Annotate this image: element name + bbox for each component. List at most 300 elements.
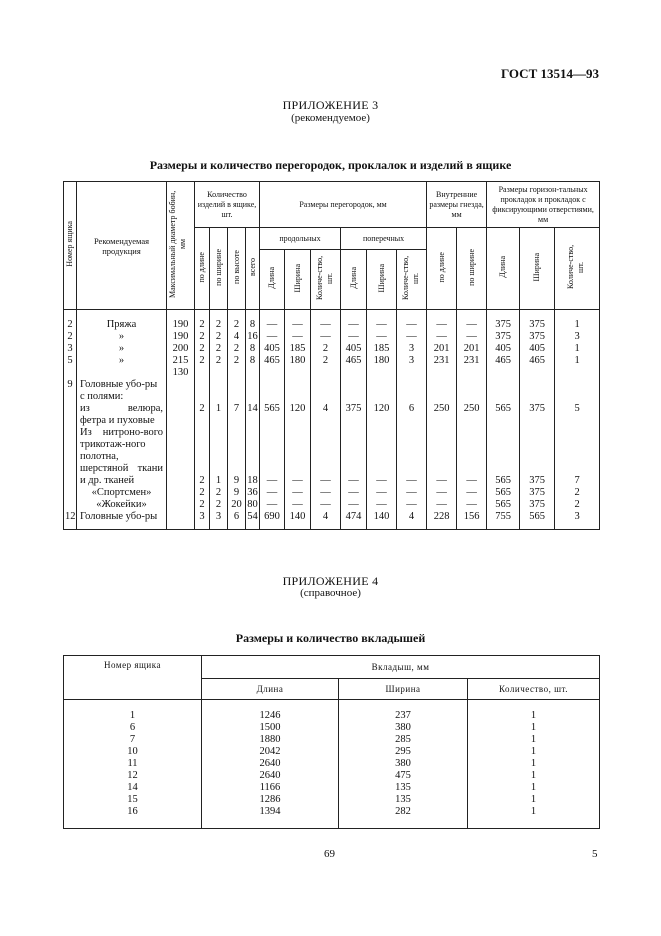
table-cell xyxy=(260,367,285,379)
table-cell xyxy=(311,367,341,379)
table-cell: 6 xyxy=(228,511,246,530)
table-cell: 190 xyxy=(167,331,195,343)
table-cell: 2 xyxy=(555,499,600,511)
table-cell: 54 xyxy=(246,511,260,530)
table-cell: — xyxy=(341,310,367,332)
table-cell xyxy=(427,379,457,403)
table-cell: 130 xyxy=(167,367,195,379)
table-row xyxy=(64,367,600,379)
table-cell: 3 xyxy=(555,331,600,343)
table-cell: 405 xyxy=(487,343,520,355)
table-cell: 3 xyxy=(397,343,427,355)
header-long-length: Длина xyxy=(260,250,285,310)
table-cell xyxy=(427,415,457,427)
table-cell: 9 xyxy=(228,487,246,499)
table-cell: 1 xyxy=(555,310,600,332)
table-cell: 3 xyxy=(195,511,210,530)
appendix3-title: ПРИЛОЖЕНИЕ 3 xyxy=(282,98,379,112)
table-cell xyxy=(285,379,311,403)
table-row xyxy=(64,806,600,829)
table-cell: 690 xyxy=(260,511,285,530)
table-cell: 1286 xyxy=(202,794,339,806)
table-cell: 375 xyxy=(341,403,367,415)
table-cell xyxy=(397,427,427,475)
table-cell xyxy=(555,367,600,379)
table-cell: 12 xyxy=(64,511,77,530)
table-cell: 7 xyxy=(555,475,600,487)
table-cell: 565 xyxy=(487,403,520,415)
table-cell xyxy=(311,415,341,427)
table-cell: 228 xyxy=(427,511,457,530)
table-cell xyxy=(246,415,260,427)
table-cell: 375 xyxy=(520,331,555,343)
table-row xyxy=(64,734,600,746)
table-cell: 1 xyxy=(468,746,600,758)
table-row xyxy=(64,722,600,734)
table-cell: 1 xyxy=(468,758,600,770)
table-cell: — xyxy=(427,310,457,332)
table-cell: 2 xyxy=(195,355,210,367)
table-cell: 474 xyxy=(341,511,367,530)
table-cell xyxy=(367,379,397,403)
table-cell: 4 xyxy=(228,331,246,343)
table-cell xyxy=(555,427,600,475)
partitions-table xyxy=(63,181,600,530)
header-inserts: Вкладыш, мм xyxy=(202,656,600,679)
table-cell: 2 xyxy=(555,487,600,499)
table-cell xyxy=(167,487,195,499)
table-cell xyxy=(246,379,260,403)
table-cell: — xyxy=(285,310,311,332)
table-cell: 3 xyxy=(555,511,600,530)
product-cell: из велюра, xyxy=(77,403,167,415)
table-cell: 1 xyxy=(64,700,202,723)
table-cell: 9 xyxy=(64,379,77,403)
table-cell: — xyxy=(341,331,367,343)
table-cell: — xyxy=(260,331,285,343)
table-cell xyxy=(311,427,341,475)
table-cell: 2640 xyxy=(202,758,339,770)
table-cell: 3 xyxy=(210,511,228,530)
table-cell: — xyxy=(397,487,427,499)
page-number-center: 69 xyxy=(324,848,335,860)
appendix4-title: ПРИЛОЖЕНИЕ 4 xyxy=(282,574,379,588)
table-row xyxy=(64,770,600,782)
table-cell: 7 xyxy=(64,734,202,746)
table-cell: — xyxy=(260,475,285,487)
table-cell: 3 xyxy=(64,343,77,355)
page-number-right: 5 xyxy=(592,848,598,860)
table-cell: 140 xyxy=(285,511,311,530)
table-cell xyxy=(427,367,457,379)
product-cell: фетра и пуховые xyxy=(77,415,167,427)
header-box-no-2: Номер ящика xyxy=(64,656,202,700)
table-row xyxy=(64,427,600,475)
table-row xyxy=(64,331,600,343)
table-cell: 1 xyxy=(468,806,600,829)
product-cell: «Жокейки» xyxy=(77,499,167,511)
document-code: ГОСТ 13514—93 xyxy=(500,66,599,81)
header-nest-width: по ширине xyxy=(457,228,487,310)
header-longitudinal: продольных xyxy=(260,228,341,250)
table-cell: 16 xyxy=(64,806,202,829)
header-total: всего xyxy=(246,228,260,310)
table-cell xyxy=(457,427,487,475)
table-cell: 2 xyxy=(195,487,210,499)
header-max-diam: Максимальный диаметр бобин, мм xyxy=(167,182,195,310)
table-cell: — xyxy=(311,475,341,487)
table-cell: 120 xyxy=(367,403,397,415)
header-qty-group: Количество изделий в ящике, шт. xyxy=(195,182,260,228)
header-by-length: по длине xyxy=(195,228,210,310)
table-cell: 36 xyxy=(247,487,258,498)
header-h-count: Количе-ство, шт. xyxy=(555,228,600,310)
table-cell: 14 xyxy=(64,782,202,794)
table-cell: 565 xyxy=(487,475,520,487)
table-cell: 375 xyxy=(520,499,555,511)
table-cell: — xyxy=(285,487,311,499)
table-cell xyxy=(167,379,195,403)
table-cell: — xyxy=(260,499,285,511)
table-cell: 1880 xyxy=(202,734,339,746)
table-cell: 190 xyxy=(167,310,195,332)
table-cell: 375 xyxy=(520,310,555,332)
table-cell xyxy=(64,499,77,511)
table-cell: 250 xyxy=(427,403,457,415)
table-cell: 2 xyxy=(210,310,228,332)
table-cell: — xyxy=(260,310,285,332)
appendix3-table-title: Размеры и количество перегородок, проклалок и изделий в ящике xyxy=(149,158,512,172)
table-cell: 2 xyxy=(195,403,210,415)
table-cell: — xyxy=(457,487,487,499)
table-cell: — xyxy=(457,499,487,511)
table-cell: — xyxy=(311,499,341,511)
table-cell: — xyxy=(341,487,367,499)
table-cell: — xyxy=(367,475,397,487)
table-cell: 80 xyxy=(247,499,258,510)
table-cell: — xyxy=(457,475,487,487)
table-cell: 1 xyxy=(468,782,600,794)
table-cell: 1166 xyxy=(202,782,339,794)
table-cell: 4 xyxy=(311,511,341,530)
header-trans-count: Количе-ство, шт. xyxy=(397,250,427,310)
table-cell: — xyxy=(285,499,311,511)
table-cell: — xyxy=(397,499,427,511)
table-cell xyxy=(520,427,555,475)
header-h-length: Длина xyxy=(487,228,520,310)
table-cell: 8 xyxy=(246,343,260,355)
header-long-count: Количе-ство, шт. xyxy=(311,250,341,310)
table-cell: 2 xyxy=(210,487,228,499)
table-cell: — xyxy=(367,487,397,499)
table-cell xyxy=(167,475,195,487)
table-cell xyxy=(457,415,487,427)
table-cell: 250 xyxy=(457,403,487,415)
table-cell: 1 xyxy=(468,734,600,746)
table-cell xyxy=(427,427,457,475)
table-cell xyxy=(487,427,520,475)
table-cell xyxy=(195,379,210,403)
table-cell xyxy=(167,427,195,475)
appendix4-table-title: Размеры и количество вкладышей xyxy=(235,631,426,645)
table-cell: 9 xyxy=(228,475,246,487)
product-cell: Пряжа xyxy=(77,310,167,332)
header-horiz-group: Размеры горизон-тальных прокладок и прокладок с фиксирующими отверстиями, мм xyxy=(487,182,600,228)
table-cell: 2 xyxy=(228,310,246,332)
table-cell xyxy=(228,379,246,403)
table-cell xyxy=(397,379,427,403)
table-cell: — xyxy=(427,499,457,511)
table-cell: 465 xyxy=(341,355,367,367)
table-cell: 375 xyxy=(520,475,555,487)
table-row xyxy=(64,746,600,758)
table-cell: — xyxy=(427,475,457,487)
table-cell: 1 xyxy=(210,403,228,415)
table-cell: — xyxy=(285,475,311,487)
table-cell: 156 xyxy=(457,511,487,530)
product-cell: «Спортсмен» xyxy=(77,487,167,499)
header-h-width: Ширина xyxy=(520,228,555,310)
table-cell xyxy=(397,367,427,379)
table-cell: 4 xyxy=(311,403,341,415)
table-cell: 201 xyxy=(457,343,487,355)
table-cell: 7 xyxy=(228,403,246,415)
table-cell xyxy=(367,367,397,379)
appendix3-subtitle: (рекомендуемое) xyxy=(291,112,370,124)
table-cell: 465 xyxy=(520,355,555,367)
table-cell: — xyxy=(427,487,457,499)
table-row xyxy=(64,343,600,355)
table-cell: 2042 xyxy=(202,746,339,758)
table-cell: 18 xyxy=(247,475,258,486)
table-cell: 565 xyxy=(487,487,520,499)
table-cell: 237 xyxy=(339,700,468,723)
header-partitions-group: Размеры перегородок, мм xyxy=(260,182,427,228)
header-trans-width: Ширина xyxy=(367,250,397,310)
table-cell xyxy=(167,403,195,415)
product-cell: » xyxy=(77,343,167,355)
table-cell: 185 xyxy=(367,343,397,355)
table-cell: 1394 xyxy=(202,806,339,829)
table-cell: 380 xyxy=(339,722,468,734)
table-cell: — xyxy=(427,331,457,343)
table-cell: — xyxy=(397,331,427,343)
appendix4-subtitle: (справочное) xyxy=(300,587,361,599)
table-cell: 10 xyxy=(64,746,202,758)
table-cell xyxy=(487,415,520,427)
table-cell: 11 xyxy=(64,758,202,770)
table-cell xyxy=(341,367,367,379)
table-cell: — xyxy=(397,475,427,487)
header-nest-length: по длине xyxy=(427,228,457,310)
table-cell: 375 xyxy=(520,403,555,415)
table-cell: 282 xyxy=(339,806,468,829)
table-cell: 180 xyxy=(367,355,397,367)
table-cell: 1 xyxy=(210,475,228,487)
table-cell: 565 xyxy=(487,499,520,511)
table-cell xyxy=(487,367,520,379)
table-cell xyxy=(167,511,195,530)
product-cell: » xyxy=(77,331,167,343)
table-cell: 1500 xyxy=(202,722,339,734)
table-cell: 6 xyxy=(64,722,202,734)
table-cell: 14 xyxy=(247,403,258,414)
header-trans-length: Длина xyxy=(341,250,367,310)
table-cell: 375 xyxy=(487,331,520,343)
table-cell xyxy=(555,415,600,427)
table-cell: 12 xyxy=(64,770,202,782)
table-cell: 185 xyxy=(285,343,311,355)
product-cell: и др. тканей xyxy=(77,475,167,487)
table-cell: 2 xyxy=(195,310,210,332)
table-cell: — xyxy=(260,487,285,499)
table-cell: 8 xyxy=(246,310,260,332)
table-cell: 2 xyxy=(195,343,210,355)
table-cell xyxy=(64,427,77,475)
header-nest-group: Внутренние размеры гнезда, мм xyxy=(427,182,487,228)
table-cell: 2 xyxy=(311,355,341,367)
table-cell xyxy=(210,367,228,379)
table-cell: — xyxy=(311,487,341,499)
table-cell xyxy=(341,427,367,475)
table-cell: — xyxy=(311,310,341,332)
table-cell xyxy=(64,367,77,379)
table-cell: 231 xyxy=(427,355,457,367)
table-cell: 4 xyxy=(397,511,427,530)
table-cell: 2 xyxy=(210,355,228,367)
table-cell xyxy=(397,415,427,427)
table-cell: 405 xyxy=(260,343,285,355)
table-cell: 20 xyxy=(228,499,246,511)
table-cell: 1 xyxy=(555,355,600,367)
table-cell: 140 xyxy=(367,511,397,530)
table-cell: 405 xyxy=(520,343,555,355)
table-cell: 375 xyxy=(520,487,555,499)
table-row xyxy=(64,794,600,806)
table-cell: — xyxy=(311,331,341,343)
table-cell: 475 xyxy=(339,770,468,782)
table-cell: — xyxy=(367,310,397,332)
table-cell: 2 xyxy=(311,343,341,355)
table-cell: 2 xyxy=(228,343,246,355)
table-cell xyxy=(285,367,311,379)
header-count-2: Количество, шт. xyxy=(468,679,600,700)
table-cell: 380 xyxy=(339,758,468,770)
table-cell xyxy=(260,379,285,403)
table-cell: 2 xyxy=(210,343,228,355)
table-cell xyxy=(367,415,397,427)
table-cell xyxy=(246,367,260,379)
table-cell xyxy=(457,379,487,403)
table-cell: 1 xyxy=(468,770,600,782)
table-cell: 120 xyxy=(285,403,311,415)
header-box-no: Номер ящика xyxy=(64,182,77,310)
header-transverse: поперечных xyxy=(341,228,427,250)
table-cell: 565 xyxy=(520,511,555,530)
table-cell: 1 xyxy=(555,343,600,355)
table-cell: 16 xyxy=(247,331,258,342)
table-cell: — xyxy=(341,475,367,487)
table-cell: 465 xyxy=(260,355,285,367)
table-cell: 15 xyxy=(64,794,202,806)
table-cell: 405 xyxy=(341,343,367,355)
table-cell xyxy=(520,379,555,403)
table-cell xyxy=(64,403,77,415)
table-cell: 200 xyxy=(167,343,195,355)
header-width-2: Ширина xyxy=(339,679,468,700)
table-row xyxy=(64,355,600,367)
table-cell xyxy=(487,379,520,403)
table-cell xyxy=(210,427,228,475)
table-cell xyxy=(341,379,367,403)
table-cell xyxy=(64,487,77,499)
table-row xyxy=(64,475,600,487)
header-product: Рекомендуемая продукция xyxy=(77,182,167,310)
product-cell xyxy=(77,367,167,379)
table-row xyxy=(64,700,600,723)
table-cell: 375 xyxy=(487,310,520,332)
table-cell: 2 xyxy=(195,499,210,511)
header-by-width: по ширине xyxy=(210,228,228,310)
table-cell: — xyxy=(367,499,397,511)
table-cell xyxy=(195,427,210,475)
table-cell: 5 xyxy=(555,403,600,415)
table-row xyxy=(64,499,600,511)
table-cell: 180 xyxy=(285,355,311,367)
table-cell: 1246 xyxy=(202,700,339,723)
table-cell xyxy=(210,379,228,403)
table-cell: 565 xyxy=(260,403,285,415)
table-row xyxy=(64,782,600,794)
table-cell: 1 xyxy=(468,794,600,806)
table-cell: — xyxy=(397,310,427,332)
inserts-table xyxy=(63,655,600,829)
product-cell: Головные убо-ры xyxy=(77,511,167,530)
table-cell xyxy=(311,379,341,403)
table-cell: — xyxy=(457,310,487,332)
header-long-width: Ширина xyxy=(285,250,311,310)
table-cell xyxy=(246,427,260,475)
table-cell: 215 xyxy=(167,355,195,367)
header-by-height: по высоте xyxy=(228,228,246,310)
table-cell: 135 xyxy=(339,794,468,806)
table-cell: 465 xyxy=(487,355,520,367)
table-cell: 5 xyxy=(64,355,77,367)
table-cell: 8 xyxy=(246,355,260,367)
table-cell xyxy=(260,415,285,427)
table-cell: 2640 xyxy=(202,770,339,782)
table-row xyxy=(64,310,600,332)
table-row xyxy=(64,403,600,415)
table-row xyxy=(64,487,600,499)
table-cell xyxy=(520,367,555,379)
table-cell: 2 xyxy=(195,475,210,487)
table-cell: — xyxy=(457,331,487,343)
table-cell: 295 xyxy=(339,746,468,758)
product-cell: Из нитроно-вого трикотаж-ного полотна, шерстяной ткани xyxy=(77,427,167,475)
table-cell: 3 xyxy=(397,355,427,367)
table-cell xyxy=(367,427,397,475)
table-cell: — xyxy=(341,499,367,511)
product-cell: Головные убо-ры с полями: xyxy=(77,379,167,403)
table-cell: 231 xyxy=(457,355,487,367)
table-row xyxy=(64,758,600,770)
table-cell xyxy=(285,415,311,427)
table-cell xyxy=(167,499,195,511)
table-cell xyxy=(341,415,367,427)
table-cell: 2 xyxy=(195,331,210,343)
table-cell xyxy=(457,367,487,379)
